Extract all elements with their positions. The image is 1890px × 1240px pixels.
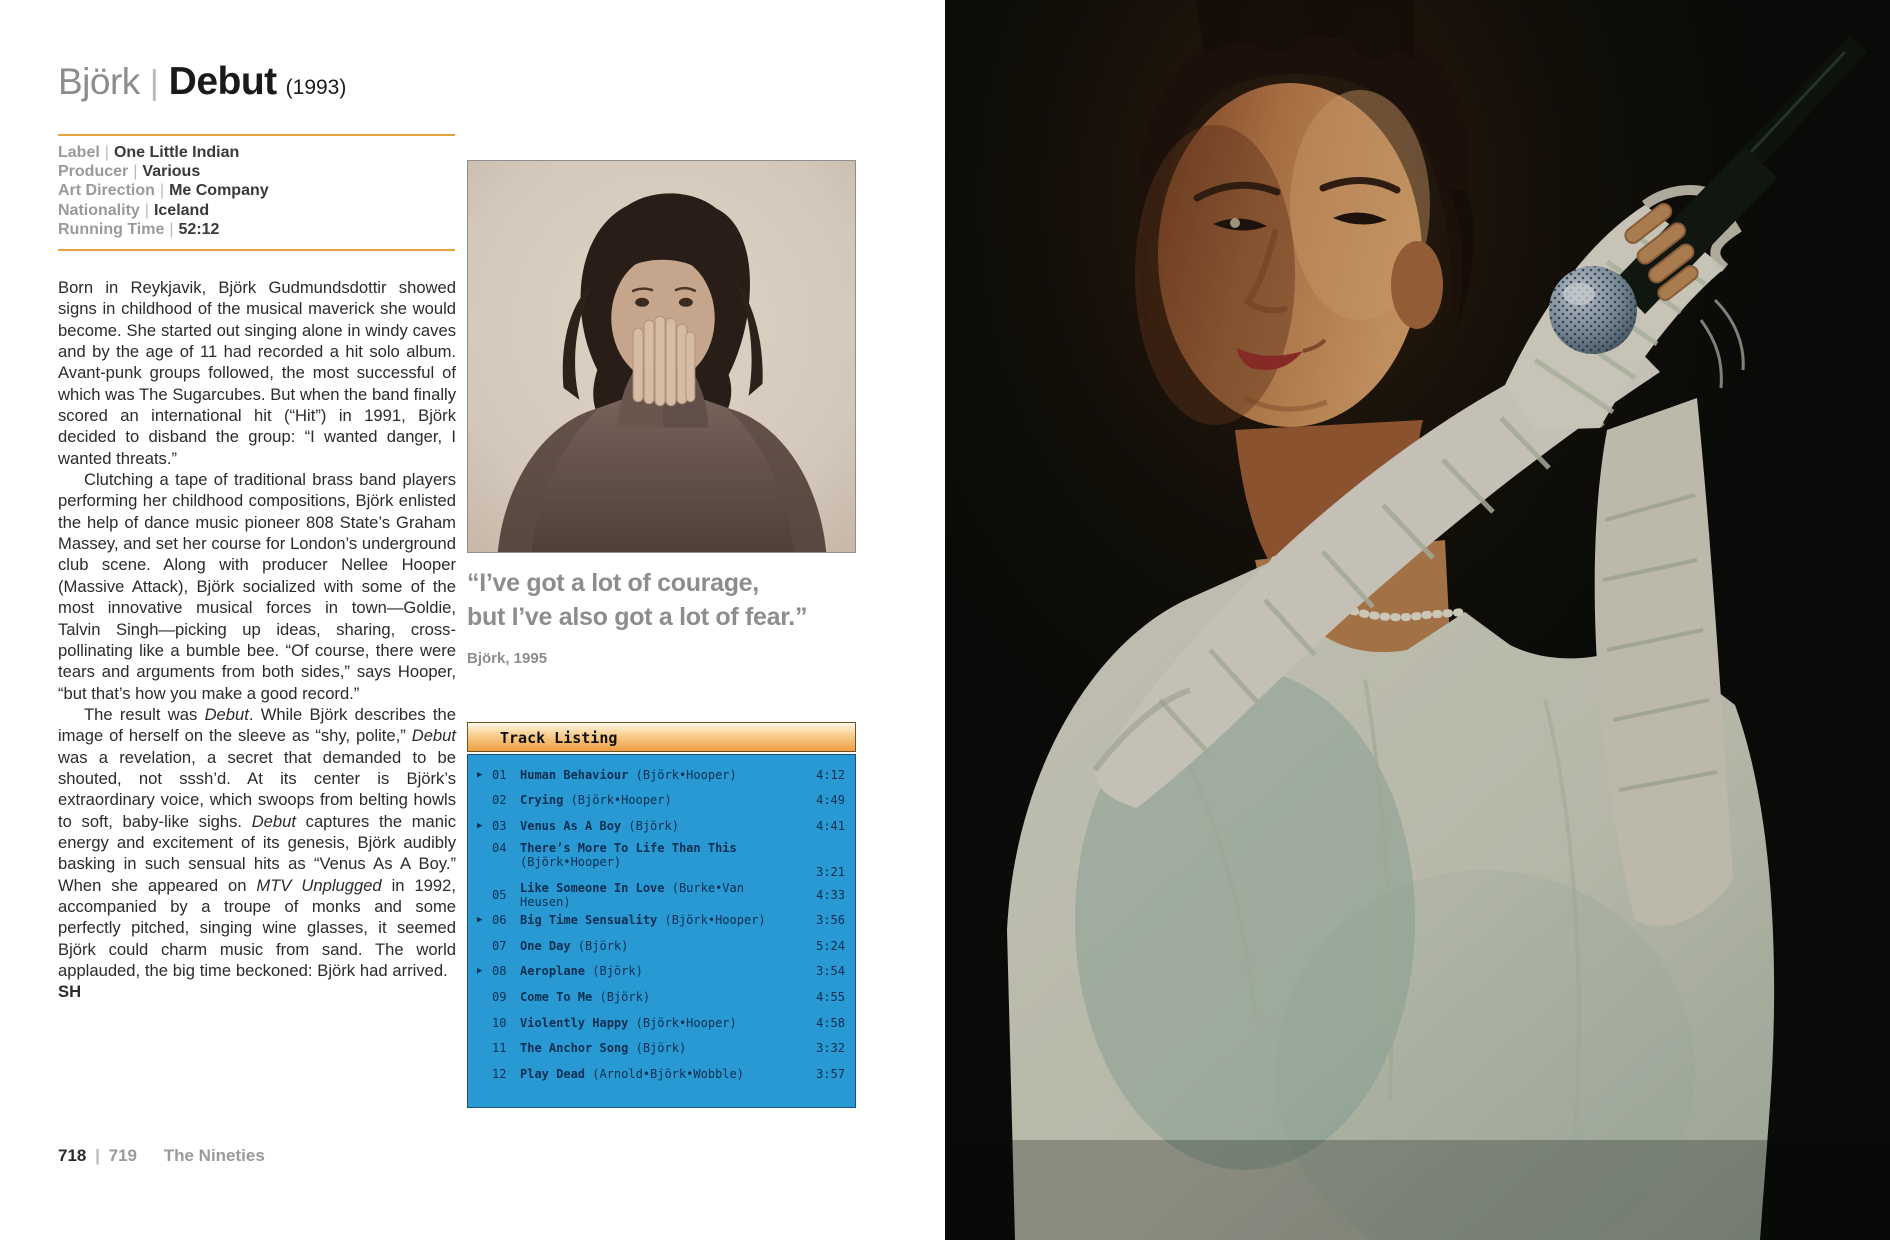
track-title-credit: Play Dead (Arnold•Björk•Wobble) [520, 1066, 744, 1081]
right-page [945, 0, 1890, 1240]
track-title-credit: Aeroplane (Björk) [520, 964, 643, 979]
review-paragraph: Born in Reykjavik, Björk Gudmundsdottir showed signs in childhood of the musical maverick she would become. She started out singing alone in windy caves and by the age of 11 had recorded a hit solo album. Avant-punk groups followed, the most successful of which was The Sugarcubes. But when the band finally scored an international hit (“Hit”) in 1991, Björk decided to disband the group: “I wanted danger, I wanted threats.” [58, 278, 456, 468]
play-arrow-icon: ▶ [477, 769, 483, 780]
title-divider: | [149, 64, 159, 102]
track-number: 02 [492, 793, 507, 808]
track-title-credit: There’s More To Life Than This (Björk•Hooper) [520, 840, 737, 869]
track-duration: 3:21 [816, 864, 845, 879]
track-row [477, 933, 845, 959]
track-listing-body [467, 754, 856, 1108]
metadata-row: Nationality | Iceland [58, 201, 210, 219]
play-arrow-icon: ▶ [477, 966, 483, 977]
track-row [477, 1010, 845, 1036]
review-paragraph: Clutching a tape of traditional brass band players performing her childhood compositions, Björk enlisted the help of dance music pioneer 808 State’s Graham Massey, and set her course for London’s underground club scene. Along with producer Nellee Hooper (Massive Attack), Björk socialized with some of the most innovative musical forces in town—Goldie, Talvin Singh—picking up ideas, sharing, cross-pollinating like a bumble bee. “Of course, there were tears and arguments from both sides,” says Hooper, “but that’s how you make a good record.” [58, 470, 456, 703]
track-row [477, 882, 845, 908]
play-arrow-icon: ▶ [477, 915, 483, 926]
track-duration: 4:55 [816, 989, 845, 1004]
track-title-credit: Human Behaviour (Björk•Hooper) [520, 767, 737, 782]
track-title-credit: Venus As A Boy (Björk) [520, 818, 679, 833]
track-number: 05 [492, 887, 507, 902]
track-row [477, 1061, 845, 1087]
track-row [477, 788, 845, 814]
track-number: 08 [492, 964, 507, 979]
track-row [477, 762, 845, 788]
track-title-credit: Big Time Sensuality (Björk•Hooper) [520, 913, 766, 928]
album-title: Debut [168, 60, 277, 103]
page-title [58, 60, 346, 104]
track-row [477, 813, 845, 839]
album-year: (1993) [285, 76, 347, 99]
album-metadata [58, 134, 455, 251]
quote-line-1: “I’ve got a lot of courage, [467, 569, 759, 597]
play-arrow-icon: ▶ [477, 820, 483, 831]
track-number: 01 [492, 767, 507, 782]
review-text [58, 277, 456, 1003]
metadata-row: Running Time | 52:12 [58, 220, 220, 238]
track-number: 04 [492, 840, 507, 855]
page-number-right: 719 [108, 1146, 137, 1165]
track-listing [467, 722, 856, 1108]
track-duration: 3:57 [816, 1066, 845, 1081]
track-number: 07 [492, 938, 507, 953]
metadata-row: Producer | Various [58, 163, 201, 181]
track-number: 11 [492, 1041, 507, 1056]
page-footer [58, 1146, 265, 1166]
metadata-row: Art Direction | Me Company [58, 182, 269, 200]
performance-photo [945, 0, 1890, 1240]
track-row [477, 839, 845, 882]
page-number-left: 718 [58, 1146, 87, 1165]
track-listing-header: Track Listing [467, 722, 856, 752]
track-title-credit: Come To Me (Björk) [520, 989, 651, 1004]
review-paragraph: The result was Debut. While Björk describes the image of herself on the sleeve as “shy, polite,” Debut was a revelation, a secret that demanded to be shouted, not sssh’d. At its center is Björk’s extraordinary voice, which swoops from belting howls to soft, baby-like sighs. Debut captures the manic energy and excitement of its genesis, Björk audibly basking in such sensual hits as “Venus As A Boy.” When she appeared on MTV Unplugged in 1992, accompanied by a troupe of monks and some perfectly pitched, singing wine glasses, it seemed Björk could charm music from sand. The world applauded, the big time beckoned: Björk had arrived. SH [58, 704, 457, 1002]
track-title-credit: Like Someone In Love (Burke•Van Heusen) [520, 880, 744, 909]
track-duration: 4:41 [816, 818, 845, 833]
track-title-credit: Violently Happy (Björk•Hooper) [520, 1015, 737, 1030]
track-row [477, 959, 845, 985]
metadata-row: Label | One Little Indian [58, 144, 240, 161]
quote-line-2: but I’ve also got a lot of fear.” [467, 603, 808, 631]
track-number: 09 [492, 989, 507, 1004]
track-row [477, 1035, 845, 1061]
track-duration: 3:32 [816, 1041, 845, 1056]
track-number: 12 [492, 1066, 507, 1081]
track-duration: 3:56 [816, 913, 845, 928]
track-title-credit: The Anchor Song (Björk) [520, 1041, 687, 1056]
track-duration: 4:58 [816, 1015, 845, 1030]
album-cover-art [468, 161, 855, 552]
track-row [477, 984, 845, 1010]
track-number: 10 [492, 1015, 507, 1030]
track-duration: 4:33 [816, 887, 845, 902]
track-row [477, 907, 845, 933]
track-duration: 4:49 [816, 793, 845, 808]
quote-attribution: Björk, 1995 [467, 650, 548, 667]
track-duration: 4:12 [816, 767, 845, 782]
artist-name: Björk [58, 61, 140, 102]
track-title-credit: Crying (Björk•Hooper) [520, 793, 672, 808]
album-cover-image [467, 160, 856, 553]
section-title: The Nineties [163, 1146, 265, 1165]
pull-quote [467, 566, 877, 634]
track-title-credit: One Day (Björk) [520, 938, 629, 953]
track-duration: 5:24 [816, 938, 845, 953]
page-number-divider: | [95, 1146, 100, 1165]
track-duration: 3:54 [816, 964, 845, 979]
track-number: 03 [492, 818, 507, 833]
track-number: 06 [492, 913, 507, 928]
